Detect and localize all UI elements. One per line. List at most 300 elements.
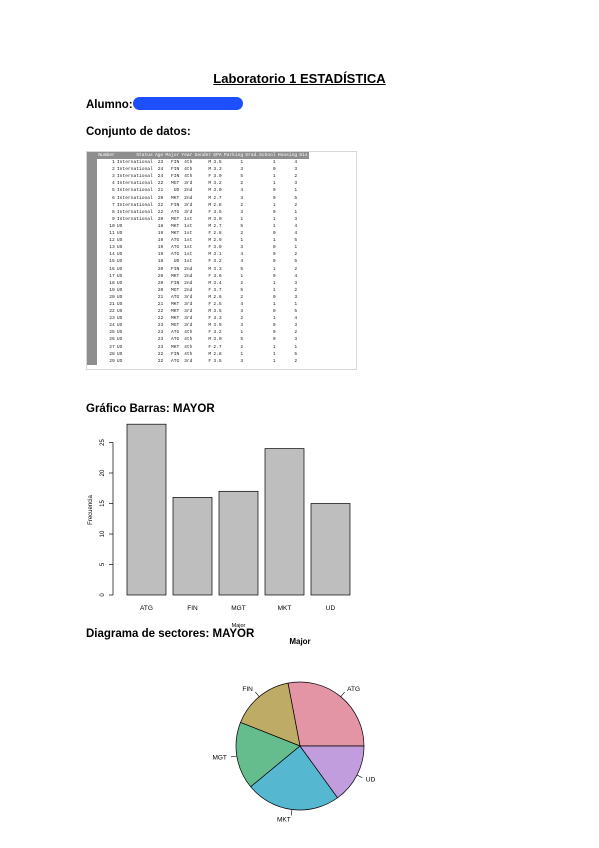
table-cell: 3.2 [213,181,222,187]
row-index-cell [87,344,97,351]
table-cell: International [116,174,153,180]
table-cell: 1 [294,301,298,307]
table-row [87,358,309,365]
table-cell: 4 [294,223,298,229]
table-cell: F [208,245,212,251]
row-index-cell [87,195,97,202]
table-cell: 3.5 [213,160,222,166]
table-cell: 4 [240,259,244,265]
table-cell: 4 [294,231,298,237]
table-cell: 5 [294,195,298,201]
table-cell: 3.7 [213,287,222,293]
table-cell: 20 [157,266,164,272]
table-cell: F [208,287,212,293]
table-column-header: Gender [194,153,212,158]
table-cell [298,237,308,244]
bar-atg [127,424,166,595]
table-row [87,202,309,209]
table-cell: 3 [294,337,298,343]
table-cell: 1 [272,223,276,229]
table-cell: 2.7 [213,223,222,229]
table-column-header: Status [116,152,154,159]
table-cell: 3.9 [213,323,222,329]
pie-label-leader [255,692,259,697]
table-cell: 29 [109,358,115,364]
page-title: Laboratorio 1 ESTADÍSTICA [213,71,386,86]
table-cell: 2 [294,266,298,272]
table-cell: MKT [170,231,180,237]
row-index-cell [87,358,97,365]
pie-label: FIN [242,685,253,693]
table-cell: International [116,202,153,208]
table-cell: 3.0 [213,337,222,343]
table-cell: 5 [294,259,298,265]
table-cell: 19 [157,252,164,258]
bar-mkt [265,449,304,595]
table-cell: US [116,280,123,286]
table-cell: 1st [184,259,193,265]
table-cell: 5 [240,174,244,180]
table-cell: ATG [170,245,180,251]
table-cell: 17 [109,273,115,279]
table-cell: 1 [272,202,276,208]
pie-label: MGT [212,754,227,762]
table-cell: 1 [272,301,276,307]
table-cell [298,351,308,358]
table-row [87,173,309,180]
y-tick-label: 10 [100,530,106,538]
table-cell: 0 [272,273,276,279]
table-cell: 1 [272,287,276,293]
table-cell [298,315,308,322]
table-cell: 3.0 [213,174,222,180]
table-row [87,280,309,287]
table-cell: 18 [157,223,164,229]
table-cell: US [116,223,123,229]
table-cell: M [208,323,212,329]
table-cell: MGT [170,216,180,222]
table-cell [298,159,308,166]
table-cell: 2 [240,316,244,322]
table-cell: 2 [240,202,244,208]
table-cell: 2.8 [213,231,222,237]
table-cell: 3 [240,195,244,201]
table-cell: 24 [157,167,164,173]
row-index-cell [87,287,97,294]
table-cell: MKT [170,344,180,350]
table-row [87,244,309,251]
bar-chart-heading: Gráfico Barras: MAYOR [86,403,215,415]
table-cell: M [208,337,212,343]
pie-label: MKT [276,816,291,824]
row-index-cell [87,258,97,265]
table-cell: 3.4 [213,280,222,286]
table-cell: 4 [294,273,298,279]
table-cell: 3 [294,181,298,187]
table-cell: 3 [240,358,244,364]
table-cell: UD [173,188,180,194]
table-cell: F [208,209,212,215]
table-cell: MKT [170,273,180,279]
table-row [87,187,309,194]
table-cell [298,273,308,280]
table-cell: 1st [184,238,193,244]
table-cell: 24 [109,323,115,329]
y-tick-label: 25 [100,439,106,446]
table-cell: MGT [170,287,180,293]
table-cell: 22 [157,209,164,215]
table-cell: F [208,174,212,180]
table-cell: 1 [294,209,298,215]
table-row [87,308,309,315]
table-cell: International [116,167,153,173]
table-cell: 0 [272,209,276,215]
table-cell [298,173,308,180]
table-cell: 1 [272,316,276,322]
table-cell: 3.3 [213,266,222,272]
table-cell: ATG [170,358,180,364]
table-cell: 20 [157,216,164,222]
table-cell: MKT [170,223,180,229]
row-index-cell [87,173,97,180]
row-index-cell [87,244,97,251]
table-cell: 5 [294,351,298,357]
table-cell: ATG [170,294,180,300]
table-cell: 3 [240,209,244,215]
table-cell: 22 [109,309,115,315]
table-cell: MGT [170,181,180,187]
table-cell: 21 [157,301,164,307]
table-cell: 20 [157,287,164,293]
table-cell: 2 [240,294,244,300]
table-cell: 4 [294,316,298,322]
dataset-heading: Conjunto de datos: [86,126,191,138]
table-cell: F [208,358,212,364]
table-cell: 2.9 [213,238,222,244]
table-cell: 4 [111,181,115,187]
table-cell: 22 [157,309,164,315]
table-cell: US [116,358,123,364]
table-cell: 19 [157,238,164,244]
table-column-header: Major [165,153,180,158]
table-cell: 4th [184,351,193,357]
table-cell: 1 [240,216,244,222]
bar-mgt [219,491,258,595]
table-cell: 1 [240,351,244,357]
table-cell: 1 [272,358,276,364]
table-row [87,209,309,216]
pie-label: ATG [347,685,361,693]
table-cell: 12 [109,238,115,244]
table-cell: 20 [109,294,115,300]
table-row [87,351,309,358]
table-cell: 27 [109,344,115,350]
table-cell: M [208,238,212,244]
table-cell: 20 [157,273,164,279]
table-cell [298,287,308,294]
table-cell: 2nd [184,266,193,272]
table-cell: 0 [272,245,276,251]
table-cell: 1 [240,330,244,336]
table-cell: 0 [272,167,276,173]
table-cell: MKT [170,301,180,307]
table-cell: 2.5 [213,301,222,307]
pie-title: Major [289,637,311,646]
bar-ud [311,504,350,596]
pie-label-leader [341,692,345,697]
row-index-cell [87,159,97,166]
table-row [87,251,309,258]
row-index-cell [87,266,97,273]
table-cell: 24 [157,174,164,180]
pie-label: UD [365,776,376,784]
table-cell [298,308,308,315]
table-cell: 3 [240,245,244,251]
table-cell: 1 [272,160,276,166]
table-cell: 2.8 [213,202,222,208]
table-cell: US [116,344,123,350]
table-cell: F [208,259,212,265]
table-cell: 1 [272,266,276,272]
table-cell: 2nd [184,195,193,201]
table-cell: ATG [170,209,180,215]
table-cell: 10 [109,223,115,229]
table-cell: 2nd [184,273,193,279]
table-cell: 20 [157,195,164,201]
table-cell: 22 [157,351,164,357]
table-cell: 2nd [184,188,193,194]
table-cell: International [116,160,153,166]
table-cell: 2 [294,358,298,364]
table-row [87,273,309,280]
table-row [87,159,309,166]
table-cell: M [208,294,212,300]
table-cell: 2.7 [213,195,222,201]
row-index-cell [87,322,97,329]
table-cell: 19 [157,231,164,237]
bar-chart [80,410,370,635]
table-cell: 16 [109,266,115,272]
table-cell [298,322,308,329]
table-cell: FIN [170,280,180,286]
row-index-cell [87,294,97,301]
table-cell [298,329,308,336]
row-index-cell [87,180,97,187]
row-index-cell [87,216,97,223]
table-cell: International [116,216,153,222]
table-cell: 0 [272,188,276,194]
table-cell: 22 [157,358,164,364]
table-cell: F [208,231,212,237]
table-cell: 3 [240,323,244,329]
table-cell: International [116,181,153,187]
table-cell: 1st [184,216,193,222]
table-cell: 2 [111,167,115,173]
row-index-cell [87,202,97,209]
row-index-cell [87,273,97,280]
table-cell: 4th [184,174,193,180]
table-cell [298,180,308,187]
table-cell: 5 [294,309,298,315]
table-cell: F [208,316,212,322]
table-row [87,266,309,273]
table-cell: 23 [157,330,164,336]
pie-label-leader [231,756,237,757]
y-tick-label: 5 [100,562,106,567]
table-cell: 7 [111,202,115,208]
table-cell: 2 [240,181,244,187]
table-cell [298,216,308,223]
table-cell [298,230,308,237]
table-row [87,237,309,244]
table-cell: 11 [109,231,115,237]
table-cell: MKT [170,309,180,315]
table-cell [298,258,308,265]
table-cell [298,294,308,301]
row-index-cell [87,308,97,315]
table-cell: 4th [184,337,193,343]
table-cell: 13 [109,245,115,251]
table-cell: 1 [294,245,298,251]
table-cell: 23 [157,160,164,166]
table-cell: 23 [157,337,164,343]
table-cell: FIN [170,266,180,272]
table-cell: 6 [111,195,115,201]
table-cell: 2 [294,252,298,258]
table-cell: M [208,181,212,187]
table-cell: 0 [272,337,276,343]
table-column-header: Year [181,153,193,158]
table-cell: 2 [294,202,298,208]
table-cell: M [208,351,212,357]
table-row [87,287,309,294]
table-cell: M [208,309,212,315]
row-index-cell [87,315,97,322]
table-cell: US [116,301,123,307]
table-cell: 3.6 [213,273,222,279]
table-cell: M [208,195,212,201]
table-cell: 3.0 [213,216,222,222]
x-tick-label: UD [325,605,336,612]
table-column-header: Number [98,153,115,158]
table-cell: 28 [109,351,115,357]
table-cell: 1 [111,160,115,166]
table-cell: 4th [184,330,193,336]
table-cell: 0 [272,195,276,201]
table-row [87,223,309,230]
table-cell [298,251,308,258]
table-cell: 4 [240,252,244,258]
table-cell: 23 [157,344,164,350]
y-axis-label: Frecuencia [88,495,94,525]
row-index-cell [87,280,97,287]
table-cell: MGT [170,323,180,329]
table-row [87,294,309,301]
table-cell: 3 [111,174,115,180]
table-cell: MKT [170,316,180,322]
table-cell: 3rd [184,209,193,215]
table-cell: ATG [170,252,180,258]
table-cell: 21 [109,301,115,307]
table-cell: 3 [240,309,244,315]
table-cell [298,244,308,251]
table-body [87,159,309,365]
table-cell: FIN [170,202,180,208]
table-cell: ATG [170,238,180,244]
table-cell: UD [173,259,180,265]
table-cell: M [208,216,212,222]
table-cell: 3rd [184,309,193,315]
table-cell: 0 [272,259,276,265]
table-cell: 25 [109,330,115,336]
table-cell: 3.2 [213,330,222,336]
table-cell: M [208,167,212,173]
table-cell: F [208,273,212,279]
table-cell: F [208,330,212,336]
table-cell: 0 [272,323,276,329]
table-cell: 3.5 [213,209,222,215]
table-cell: 22 [157,316,164,322]
table-column-header: Grad.School [245,153,276,158]
table-row [87,195,309,202]
table-cell: 8 [111,209,115,215]
table-cell: 2 [294,174,298,180]
table-row [87,315,309,322]
table-cell: ATG [170,330,180,336]
table-cell: 1st [184,252,193,258]
table-cell: FIN [170,167,180,173]
table-cell: US [116,316,123,322]
row-index-cell [87,209,97,216]
table-cell: 22 [157,181,164,187]
row-index-cell [87,237,97,244]
table-row [87,301,309,308]
table-cell [298,266,308,273]
table-cell: 3rd [184,294,193,300]
table-cell: 3rd [184,358,193,364]
table-cell: 3rd [184,316,193,322]
table-cell: International [116,195,153,201]
table-column-header: GPA [213,153,222,158]
table-cell: M [208,160,212,166]
table-cell: 3.0 [213,245,222,251]
table-cell: 3.1 [213,252,222,258]
table-cell: 0 [272,309,276,315]
table-cell: 4 [294,160,298,166]
table-cell: 21 [157,294,164,300]
table-header-row [87,152,309,159]
table-cell: 3.3 [213,316,222,322]
y-tick-label: 20 [100,469,106,477]
table-cell: 21 [157,188,164,194]
row-index-cell [87,301,97,308]
table-cell: 14 [109,252,115,258]
table-cell: 1st [184,245,193,251]
row-index-cell [87,351,97,358]
table-cell: F [208,344,212,350]
table-cell: 19 [157,245,164,251]
table-cell: 0 [272,231,276,237]
table-cell: M [208,280,212,286]
table-cell: 0 [272,294,276,300]
pie-chart-heading: Diagrama de sectores: MAYOR [86,628,255,640]
table-row [87,166,309,173]
table-cell: 3rd [184,323,193,329]
table-cell: US [116,273,123,279]
y-tick-label: 15 [100,500,106,507]
table-row [87,180,309,187]
y-tick-label: 0 [100,593,106,597]
